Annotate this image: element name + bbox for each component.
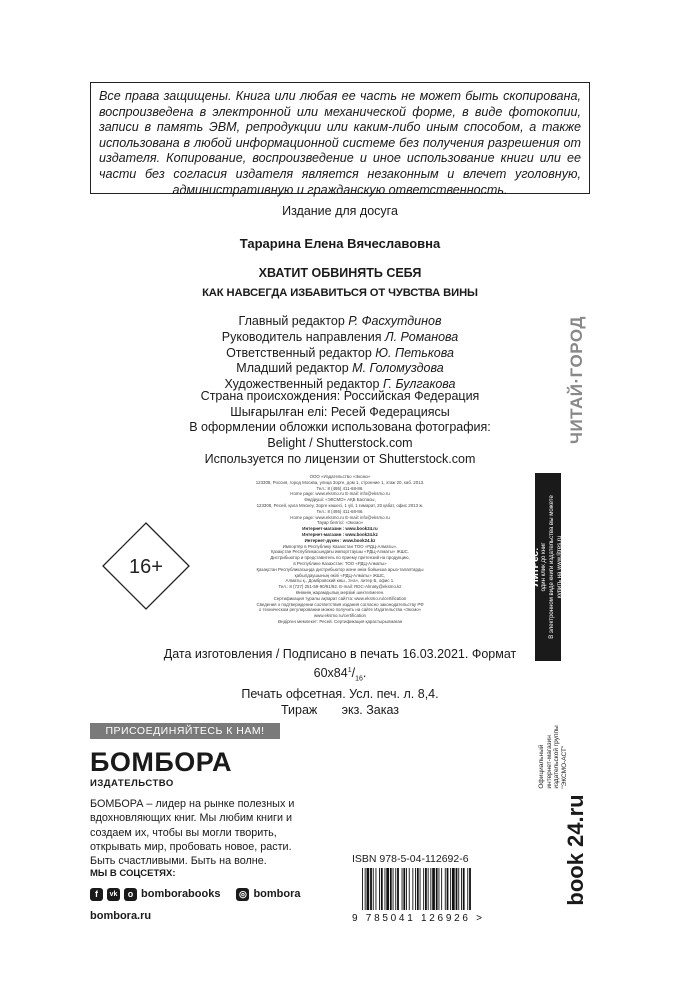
ok-icon[interactable]: o [124, 888, 137, 901]
barcode [350, 868, 485, 924]
barcode-bar [409, 868, 410, 916]
barcode-bar [395, 868, 396, 916]
barcode-bar [415, 868, 416, 916]
barcode-bar [397, 868, 399, 916]
publisher-imprint: ООО «Издательство «Эксмо» 123308, Россия, город Москва, улица Зорге, дом 1, строение 1, этаж 20, каб. 2013. Тел.: 8 (495) 411-68-86. Home page: www.eksmo.ru E-mail: info@eksmo.ru Өндіруші: «ЭКСМО» АҚБ Баспасы, 123308, Ресей, қала Мәскеу, Зорге көшесі, 1 үй, 1 ғимарат, 20 қабат, офис 2013 ж. Тел.: 8 (495) 411-68-86. Home page: www.eksmo.ru E-mail: info@eksmo.ru Тауар белгісі: «Эксмо» Интернет-магазин : www.book24.ru Интернет-магазин : www.book24.kz Интернет-дүкен : www.book24.kz Импортёр в Республику Казахстан ТОО «РДЦ-Алматы». Қазақстан Республикасындағы импорттаушы «РДЦ-Алматы» ЖШС. Дистрибьютор и представитель по приему претензий на продукцию, в Республике Казахстан: ТОО «РДЦ-Алматы» Қазақстан Республикасында дистрибьютор және өнім бойынша арыз-талаптарды қабылдаушының өкілі «РДЦ-Алматы» ЖШС, Алматы қ., Домбровский көш., 3«а», литер Б, офис 1. Тел.: 8 (727) 251-59-90/91/92. E-mail: RDC-Almaty@eksmo.kz Өнімнің жарамдылық мерзімі шектелмеген. Сертификация туралы ақпарат сайтта: www.eksmo.ru/certification Сведения о подтверждении соответствия издания согласно законодательству РФ о техническом регулировании можно получить на сайте Издательства «Эксмо» www.eksmo.ru/certification Өндірген мемлекет: Ресей. Сертификация қарастырылмаған [255, 474, 425, 624]
barcode-bar [430, 868, 431, 916]
barcode-bar [447, 868, 449, 916]
litres-promo-2: купить на www.litres.ru [557, 535, 563, 599]
barcode-bar [365, 868, 366, 916]
barcode-bar [428, 868, 429, 916]
litres-promo-1: В электронном виде книги издательства вы можете [549, 495, 555, 639]
edition-type: Издание для досуга [282, 204, 398, 218]
barcode-bar [452, 868, 455, 916]
join-us-banner: ПРИСОЕДИНЯЙТЕСЬ К НАМ! [90, 723, 280, 739]
barcode-bar [379, 868, 380, 916]
barcode-bar [412, 868, 413, 916]
barcode-bar [441, 868, 442, 916]
publisher-logo: БОМБОРА [90, 747, 232, 777]
barcode-bar [390, 868, 392, 916]
barcode-bar [385, 868, 386, 916]
barcode-bar [370, 868, 372, 916]
cover-photo-credit: В оформлении обложки использована фотография: Belight / Shutterstock.com Используется по лицензии от Shutterstock.com [189, 420, 491, 466]
barcode-bar [376, 868, 377, 916]
barcode-bar [381, 868, 383, 916]
litres-tagline: один клик до книг [541, 542, 547, 592]
barcode-bar [456, 868, 458, 916]
litres-brand: ЛитРес: [530, 547, 541, 587]
copyright-notice-text: Все права защищены. Книга или любая ее часть не может быть скопирована, воспроизведена в электронной или механической форме, в виде фотокопии, записи в память ЭВМ, репродукции или каким-либо иным способом, а также использована в любой информационной системе без получения разрешения от издателя. Копирование, воспроизведение и иное использование книги или ее части без согласия издателя является незаконным и влечет уголовную, административную и гражданскую ответственность. [99, 89, 581, 197]
barcode-bar [393, 868, 394, 916]
publisher-label: ИЗДАТЕЛЬСТВО [90, 778, 174, 789]
barcode-bar [445, 868, 446, 916]
credit-line: Руководитель направления Л. Романова [221, 329, 459, 344]
publisher-website[interactable]: bombora.ru [90, 910, 152, 922]
book-subtitle: КАК НАВСЕГДА ИЗБАВИТЬСЯ ОТ ЧУВСТВА ВИНЫ [202, 287, 478, 299]
vk-icon[interactable]: vk [107, 888, 120, 901]
book24-logo: book 24.ru [563, 794, 588, 906]
credit-line: Художественный редактор Г. Булгакова [224, 377, 456, 392]
book-title: ХВАТИТ ОБВИНЯТЬ СЕБЯ [258, 266, 422, 280]
barcode-bar [367, 868, 370, 916]
barcode-bar [458, 868, 459, 916]
social-links [90, 886, 301, 902]
print-info [150, 647, 530, 719]
social-handle-bomborabooks[interactable]: bomborabooks [141, 888, 221, 900]
isbn-number: ISBN 978-5-04-112692-6 [352, 853, 469, 865]
social-heading: МЫ В СОЦСЕТЯХ: [90, 868, 176, 879]
credit-line: Главный редактор Р. Фасхутдинов [238, 314, 442, 328]
barcode-bar [461, 868, 462, 916]
editorial-credits [150, 314, 530, 393]
copyright-notice-box [90, 82, 590, 197]
credit-line: Ответственный редактор Ю. Петькова [226, 345, 454, 360]
book24-description: Официальный интернет-магазин издательской группы "ЭКСМО-АСТ" [538, 725, 568, 789]
barcode-bar [432, 868, 435, 916]
barcode-bar [402, 868, 403, 916]
barcode-bar [450, 868, 451, 916]
origin-country: Страна происхождения: Российская Федерация Шығарылған елі: Ресей Федерациясы [200, 389, 480, 419]
barcode-bar [436, 868, 438, 916]
barcode-bar [469, 868, 471, 916]
print-type-line: Печать офсетная. Усл. печ. л. 8,4. [241, 687, 439, 702]
chitai-gorod-logo: ЧИТАЙ·ГОРОД [567, 316, 586, 444]
barcode-bar [373, 868, 374, 916]
barcode-bar [386, 868, 389, 916]
litres-badge [530, 473, 563, 661]
print-date-line: Дата изготовления / Подписано в печать 16.03.2021. Формат $60x84^1/_{16}$. [163, 647, 517, 683]
social-handle-bombora[interactable]: bombora [253, 888, 301, 900]
barcode-bar [362, 868, 363, 916]
barcode-bar [420, 868, 421, 916]
barcode-bar [463, 868, 465, 916]
barcode-bar [406, 868, 407, 916]
facebook-icon[interactable]: f [90, 888, 103, 901]
instagram-icon[interactable]: ◎ [236, 888, 249, 901]
publisher-about: БОМБОРА – лидер на рынке полезных и вдохновляющих книг. Мы любим книги и создаем их, чтобы вы могли творить, открывать мир, пробовать новое, расти. Быть счастливыми. Быть на волне. [90, 798, 295, 868]
barcode-bar [425, 868, 427, 916]
barcode-digits: 9 785041 126926 > [352, 913, 482, 924]
barcode-bar [423, 868, 424, 916]
barcode-bar [467, 868, 468, 916]
barcode-bar [439, 868, 440, 916]
author-name: Тарарина Елена Вячеславовна [239, 236, 441, 251]
age-rating-badge [101, 521, 191, 611]
barcode-bar [403, 868, 405, 916]
print-run-line: Тираж экз. Заказ [280, 703, 400, 718]
barcode-bar [417, 868, 419, 916]
credit-line: Младший редактор М. Голомуздова [236, 361, 444, 376]
age-rating-text: 16+ [129, 556, 163, 578]
